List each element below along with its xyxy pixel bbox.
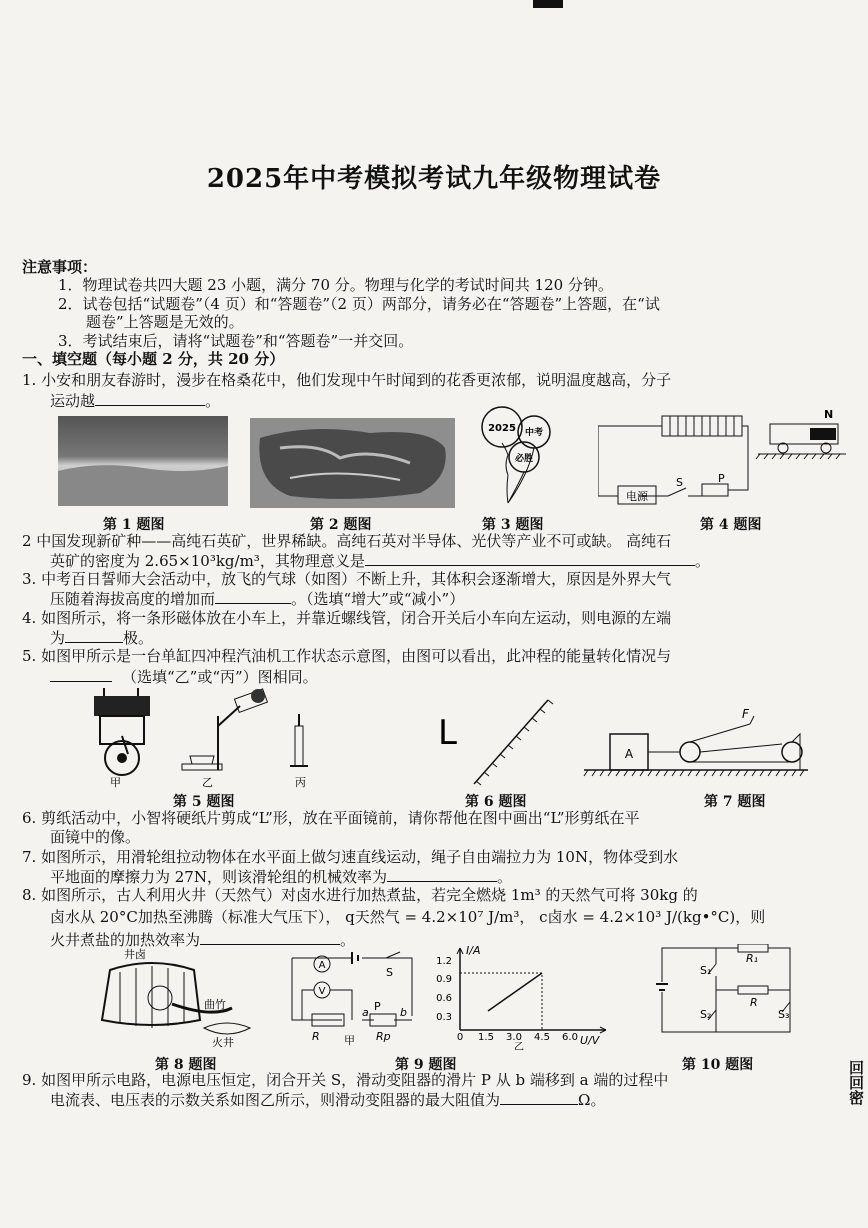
- figure-9-caption: 第 9 题图: [395, 1057, 457, 1073]
- figure-6-mirror: [436, 696, 556, 788]
- figure-2-photo: [250, 418, 455, 508]
- question-6-cont: 面镜中的像。: [50, 828, 141, 846]
- figure-9-circuit: [282, 948, 422, 1048]
- force-label: F: [742, 707, 749, 721]
- figure-8-well: [92, 948, 267, 1048]
- question-6: 6. 剪纸活动中，小智将硬纸片剪成“L”形，放在平面镜前，请你帮他在图中画出“L”形剪纸在平: [22, 809, 640, 827]
- figure-5-caption: 第 5 题图: [173, 794, 235, 810]
- question-2-cont: 英矿的密度为 2.65×10³kg/m³，其物理意义是 。: [50, 552, 710, 570]
- voltmeter: V: [318, 986, 326, 997]
- fig9-b-label: b: [400, 1006, 407, 1019]
- figure-1-caption: 第 1 题图: [103, 517, 165, 533]
- section-heading: 一、填空题（每小题 2 分，共 20 分）: [22, 350, 285, 368]
- fig9-a-label: a: [362, 1006, 369, 1019]
- figure-7-caption: 第 7 题图: [704, 794, 766, 810]
- power-label: 电源: [626, 490, 648, 503]
- switch-label: S: [676, 476, 683, 489]
- question-3-cont: 压随着海拔高度的增加而 。（选填“增大”或“减小”）: [50, 590, 465, 608]
- figure-9-graph: [430, 940, 615, 1050]
- question-9-cont: 电流表、电压表的示数关系如图乙所示，则滑动变阻器的最大阻值为 Ω。: [50, 1091, 606, 1109]
- y-tick: 0.6: [436, 993, 452, 1004]
- question-8: 8. 如图所示，古人利用火井（天然气）对卤水进行加热煮盐，若完全燃烧 1m³ 的天然气可将 30kg 的: [22, 886, 698, 904]
- page-title: 2025年中考模拟考试九年级物理试卷: [206, 164, 662, 194]
- graph-yi-label: 乙: [514, 1042, 524, 1050]
- figure-5-bing-label: 丙: [295, 776, 306, 789]
- question-2: 2 中国发现新矿种——高纯石英矿，世界稀缺。高纯石英对半导体、光伏等产业不可或缺。 高纯石: [22, 532, 672, 550]
- question-8-cont: 卤水从 20°C加热至沸腾（标准大气压下）， q天然气 = 4.2×10⁷ J/m³， c卤水 = 4.2×10³ J/(kg•°C)，则: [50, 908, 766, 926]
- question-8-cont2: 火井煮盐的加热效率为 。: [50, 931, 356, 949]
- question-3: 3. 中考百日誓师大会活动中，放飞的气球（如图）不断上升，其体积会逐渐增大，原因是外界大气: [22, 570, 672, 588]
- notice-item: 1．物理试卷共四大题 23 小题，满分 70 分。物理与化学的考试时间共 120 分钟。: [58, 276, 613, 294]
- figure-3-caption: 第 3 题图: [482, 517, 544, 533]
- question-4-cont: 为 极。: [50, 629, 154, 647]
- fire-well-label: 火井: [212, 1036, 234, 1048]
- fig9-rp-label: Rp: [376, 1030, 391, 1043]
- x-tick: 3.0: [506, 1032, 522, 1043]
- x-tick: 4.5: [534, 1032, 550, 1043]
- fig9-switch-label: S: [386, 966, 393, 979]
- figure-1-photo: [58, 416, 228, 506]
- fig9-jia-label: 甲: [344, 1034, 355, 1047]
- r1-label: R₁: [746, 952, 759, 965]
- scan-mark: [533, 0, 563, 8]
- question-5: 5. 如图甲所示是一台单缸四冲程汽油机工作状态示意图，由图可以看出，此冲程的能量转化情况与: [22, 647, 672, 665]
- balloon-win-label: 必胜: [514, 454, 534, 464]
- question-5-cont: （选填“乙”或“丙”）图相同。: [50, 667, 318, 687]
- figure-8-caption: 第 8 题图: [155, 1057, 217, 1073]
- x-tick: 1.5: [478, 1032, 494, 1043]
- n-pole-label: N: [824, 408, 834, 421]
- y-tick: 0.9: [436, 974, 452, 985]
- figure-2-caption: 第 2 题图: [310, 517, 372, 533]
- s1-label: S₁: [700, 964, 712, 977]
- s2-label: S₂: [700, 1008, 712, 1021]
- figure-4-circuit: [598, 404, 848, 514]
- notice-heading: 注意事项：: [22, 258, 98, 276]
- notice-item: 题卷”上答题是无效的。: [86, 313, 244, 331]
- question-7-cont: 平地面的摩擦力为 27N，则该滑轮组的机械效率为 。: [50, 868, 512, 886]
- balloon-exam-label: 中考: [524, 428, 544, 438]
- balloon-year-label: 2025: [488, 423, 516, 434]
- figure-5-engine: [90, 686, 330, 790]
- question-1-cont: 运动越 。: [50, 392, 221, 410]
- question-9: 9. 如图甲所示电路，电源电压恒定，闭合开关 S，滑动变阻器的滑片 P 从 b 端移到 a 端的过程中: [22, 1071, 669, 1089]
- graph-line: [488, 973, 542, 1011]
- graph-y-axis-label: I/A: [466, 944, 481, 957]
- bamboo-label: 曲竹: [204, 998, 226, 1011]
- figure-7-pulley: [582, 704, 812, 784]
- figure-3-balloons: [478, 405, 558, 513]
- x-tick: 6.0: [562, 1032, 578, 1043]
- well-top-label: 井卤: [124, 948, 146, 961]
- mirror-l-shape: L: [438, 713, 457, 753]
- fig9-r-label: R: [312, 1030, 320, 1043]
- figure-6-caption: 第 6 题图: [465, 794, 527, 810]
- edge-text: 回回密: [847, 1060, 865, 1105]
- figure-5-jia-label: 甲: [110, 776, 121, 789]
- x-tick: 0: [456, 1032, 464, 1043]
- slider-label: P: [718, 472, 725, 485]
- fig9-p-label: P: [374, 1000, 381, 1013]
- y-tick: 0.3: [436, 1012, 452, 1023]
- graph-x-axis-label: U/V: [580, 1034, 600, 1047]
- y-tick: 1.2: [436, 956, 452, 967]
- figure-4-caption: 第 4 题图: [700, 517, 762, 533]
- block-a-label: A: [624, 747, 634, 761]
- figure-10-caption: 第 10 题图: [682, 1057, 754, 1073]
- notice-item: 3．考试结束后，请将“试题卷”和“答题卷”一并交回。: [58, 332, 414, 350]
- notice-item: 2．试卷包括“试题卷”（4 页）和“答题卷”（2 页）两部分，请务必在“答题卷”上答题，在“试: [58, 295, 660, 313]
- figure-10-circuit: [652, 944, 800, 1036]
- r-label: R: [750, 996, 758, 1009]
- figure-5-yi-label: 乙: [202, 776, 213, 789]
- question-4: 4. 如图所示，将一条形磁体放在小车上，并靠近螺线管，闭合开关后小车向左运动，则电源的左端: [22, 609, 672, 627]
- s3-label: S₃: [778, 1008, 790, 1021]
- ammeter: A: [318, 960, 326, 971]
- question-1: 1. 小安和朋友春游时，漫步在格桑花中，他们发现中午时闻到的花香更浓郁，说明温度越高，分子: [22, 371, 672, 389]
- question-7: 7. 如图所示，用滑轮组拉动物体在水平面上做匀速直线运动，绳子自由端拉力为 10N，物体受到水: [22, 848, 679, 866]
